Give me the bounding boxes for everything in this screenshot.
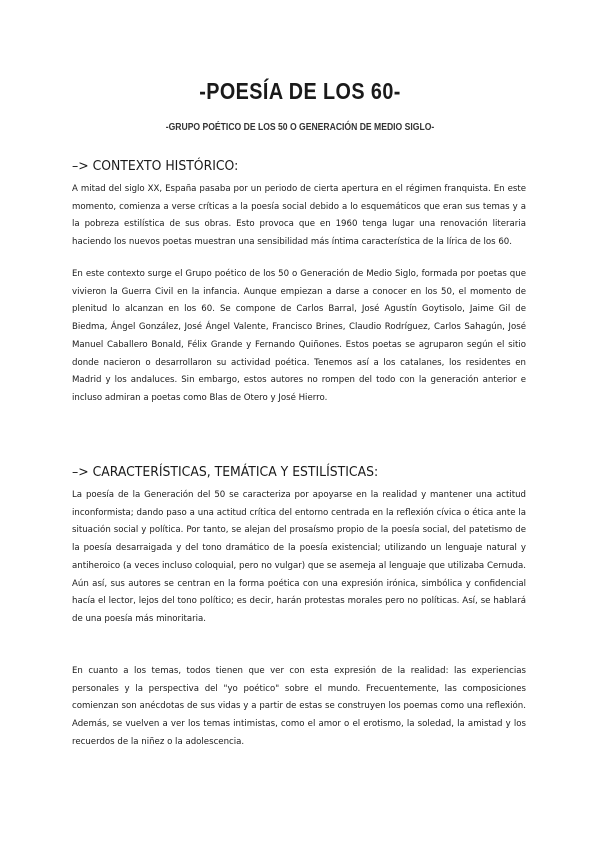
paragraph-contexto-2: En este contexto surge el Grupo poético de los 50 o Generación de Medio Siglo, formada por poetas que vivieron la Guerra Civil en la infancia. Aunque empiezan a darse a conocer en los 50, el momento de plenitud lo alcanzan en los 60. Se compone de Carlos Barral, José Agustín Goytisolo, Jaime Gil de Biedma, Ángel González, José Ángel Valente, Francisco Brines, Claudio Rodríguez, Carlos Sahagún, José Manuel Caballero Bonald, Félix Grande y Fernando Quiñones. Estos poetas se agruparon según el sitio donde nacieron o desarrollaron su actividad poética. Tenemos así a los catalanes, los residentes en Madrid y los andaluces. Sin embargo, estos autores no rompen del todo con la generación anterior e incluso admiran a poetas como Blas de Otero y José Hierro. xyxy=(72,269,526,403)
paragraph-contexto-1: A mitad del siglo XX, España pasaba por un periodo de cierta apertura en el régimen franquista. En este momento, comienza a verse críticas a la poesía social debido a lo esquemáticos que eran sus temas y a la pobreza estilística de sus obras. Esto provoca que en 1960 tenga lugar una renovación literaria haciendo los nuevos poetas muestran una sensibilidad más íntima característica de la lírica de los 60. xyxy=(72,184,526,248)
section-heading-contexto: –> CONTEXTO HISTÓRICO: xyxy=(72,158,239,174)
page-title: -POESÍA DE LOS 60- xyxy=(199,78,401,104)
page-subtitle: -GRUPO POÉTICO DE LOS 50 O GENERACIÓN DE MEDIO SIGLO- xyxy=(165,122,435,133)
section-heading-caracteristicas: –> CARACTERÍSTICAS, TEMÁTICA Y ESTILÍSTICAS: xyxy=(72,464,379,480)
paragraph-caracteristicas-1: La poesía de la Generación del 50 se caracteriza por apoyarse en la realidad y mantener una actitud inconformista; dando paso a una actitud crítica del entorno centrada en la reflexión cívica o ética ante la situación social y política. Por tanto, se alejan del prosaísmo propio de la poesía social, del patetismo de la poesía desarraigada y del tono dramático de la poesía existencial; utilizando un lenguaje natural y antiheroico (a veces incluso coloquial, pero no vulgar) que se asemeja al lenguaje que utilizaba Cernuda. Aún así, sus autores se centran en la forma poética con una expresión irónica, simbólica y confidencial hacía el lector, lejos del tono político; es decir, harán protestas morales pero no políticas. Así, se hablará de una poesía más minoritaria. xyxy=(72,490,526,624)
paragraph-caracteristicas-2: En cuanto a los temas, todos tienen que ver con esta expresión de la realidad: las experiencias personales y la perspectiva del "yo poético" sobre el mundo. Frecuentemente, las composiciones comienzan son anécdotas de sus vidas y a partir de estas se construyen los poemas como una reflexión. Además, se vuelven a ver los temas intimistas, como el amor o el erotismo, la soledad, la amistad y los recuerdos de la niñez o la adolescencia. xyxy=(72,666,526,747)
